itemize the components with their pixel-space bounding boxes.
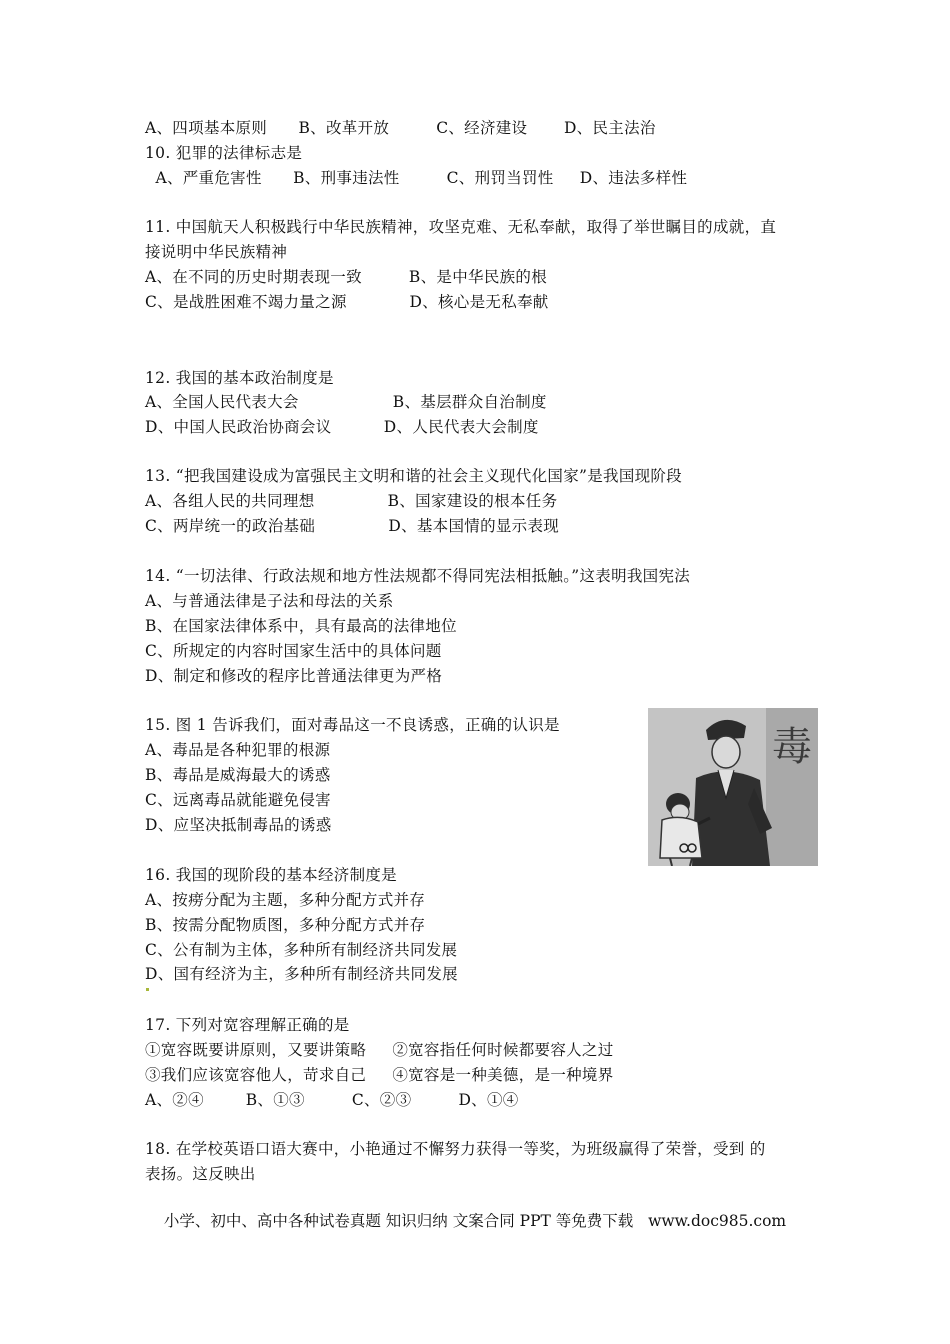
q16-stem: 16. 我国的现阶段的基本经济制度是 xyxy=(145,866,397,884)
q17-stem: 17. 下列对宽容理解正确的是 xyxy=(145,1016,350,1034)
q15-option-d: D、应坚决抵制毒品的诱惑 xyxy=(145,816,332,834)
q13-stem: 13. “把我国建设成为富强民主文明和谐的社会主义现代化国家”是我国现阶段 xyxy=(145,467,683,485)
q14-option-d: D、制定和修改的程序比普通法律更为严格 xyxy=(145,667,443,685)
q11-options-ab: A、在不同的历史时期表现一致 B、是中华民族的根 xyxy=(145,268,548,286)
q13-options-ab: A、各组人民的共同理想 B、国家建设的根本任务 xyxy=(145,492,558,510)
q10-stem: 10. 犯罪的法律标志是 xyxy=(145,144,303,162)
q17-options: A、②④ B、①③ C、②③ D、①④ xyxy=(145,1091,519,1109)
drug-warning-illustration xyxy=(648,708,818,866)
q16-option-a: A、按痨分配为主题，多种分配方式并存 xyxy=(145,891,426,909)
q12-stem: 12. 我国的基本政治制度是 xyxy=(145,369,334,387)
q13-options-cd: C、两岸统一的政治基础 D、基本国情的显示表现 xyxy=(145,517,560,535)
q18-stem: 18. 在学校英语口语大赛中，小艳通过不懈努力获得一等奖，为班级赢得了荣誉，受到 的 xyxy=(145,1140,766,1158)
q17-statements-12: ①宽容既要讲原则，又要讲策略 ②宽容指任何时候都要容人之过 xyxy=(145,1041,614,1059)
q15-stem: 15. 图 1 告诉我们，面对毒品这一不良诱惑，正确的认识是 xyxy=(145,716,560,734)
q12-options-cd: D、中国人民政治协商会议 D、人民代表大会制度 xyxy=(145,418,539,436)
q9-options: A、四项基本原则 B、改革开放 C、经济建设 D、民主法治 xyxy=(145,119,656,137)
q14-option-c: C、所规定的内容时国家生活中的具体问题 xyxy=(145,642,442,660)
q16-option-c: C、公有制为主体，多种所有制经济共同发展 xyxy=(145,941,458,959)
q15-option-c: C、远离毒品就能避免侵害 xyxy=(145,791,331,809)
q16-option-d: D、国有经济为主，多种所有制经济共同发展 xyxy=(145,965,458,983)
page-footer: 小学、初中、高中各种试卷真题 知识归纳 文案合同 PPT 等免费下载 www.doc985.com xyxy=(163,1212,787,1230)
q11-stem-cont: 接说明中华民族精神 xyxy=(145,243,288,261)
q18-stem-cont: 表扬。这反映出 xyxy=(145,1165,256,1183)
figure-1-image xyxy=(648,708,818,866)
q12-options-ab: A、全国人民代表大会 B、基层群众自治制度 xyxy=(145,393,547,411)
q17-statements-34: ③我们应该宽容他人，苛求自己 ④宽容是一种美德，是一种境界 xyxy=(145,1066,614,1084)
q15-option-b: B、毒品是威海最大的诱惑 xyxy=(145,766,331,784)
q11-stem: 11. 中国航天人积极践行中华民族精神，攻坚克难、无私奉献，取得了举世瞩目的成就，直 xyxy=(145,218,777,236)
stray-mark xyxy=(146,988,149,991)
q15-option-a: A、毒品是各种犯罪的根源 xyxy=(145,741,331,759)
q10-options: A、严重危害性 B、刑事违法性 C、刑罚当罚性 D、违法多样性 xyxy=(145,169,688,187)
q14-stem: 14. “一切法律、行政法规和地方性法规都不得同宪法相抵触。”这表明我国宪法 xyxy=(145,567,691,585)
q14-option-b: B、在国家法律体系中，具有最高的法律地位 xyxy=(145,617,457,635)
poster-glyph: 毒 xyxy=(772,724,812,770)
q11-options-cd: C、是战胜困难不竭力量之源 D、核心是无私奉献 xyxy=(145,293,549,311)
q16-option-b: B、按需分配物质图，多种分配方式并存 xyxy=(145,916,426,934)
q14-option-a: A、与普通法律是子法和母法的关系 xyxy=(145,592,394,610)
